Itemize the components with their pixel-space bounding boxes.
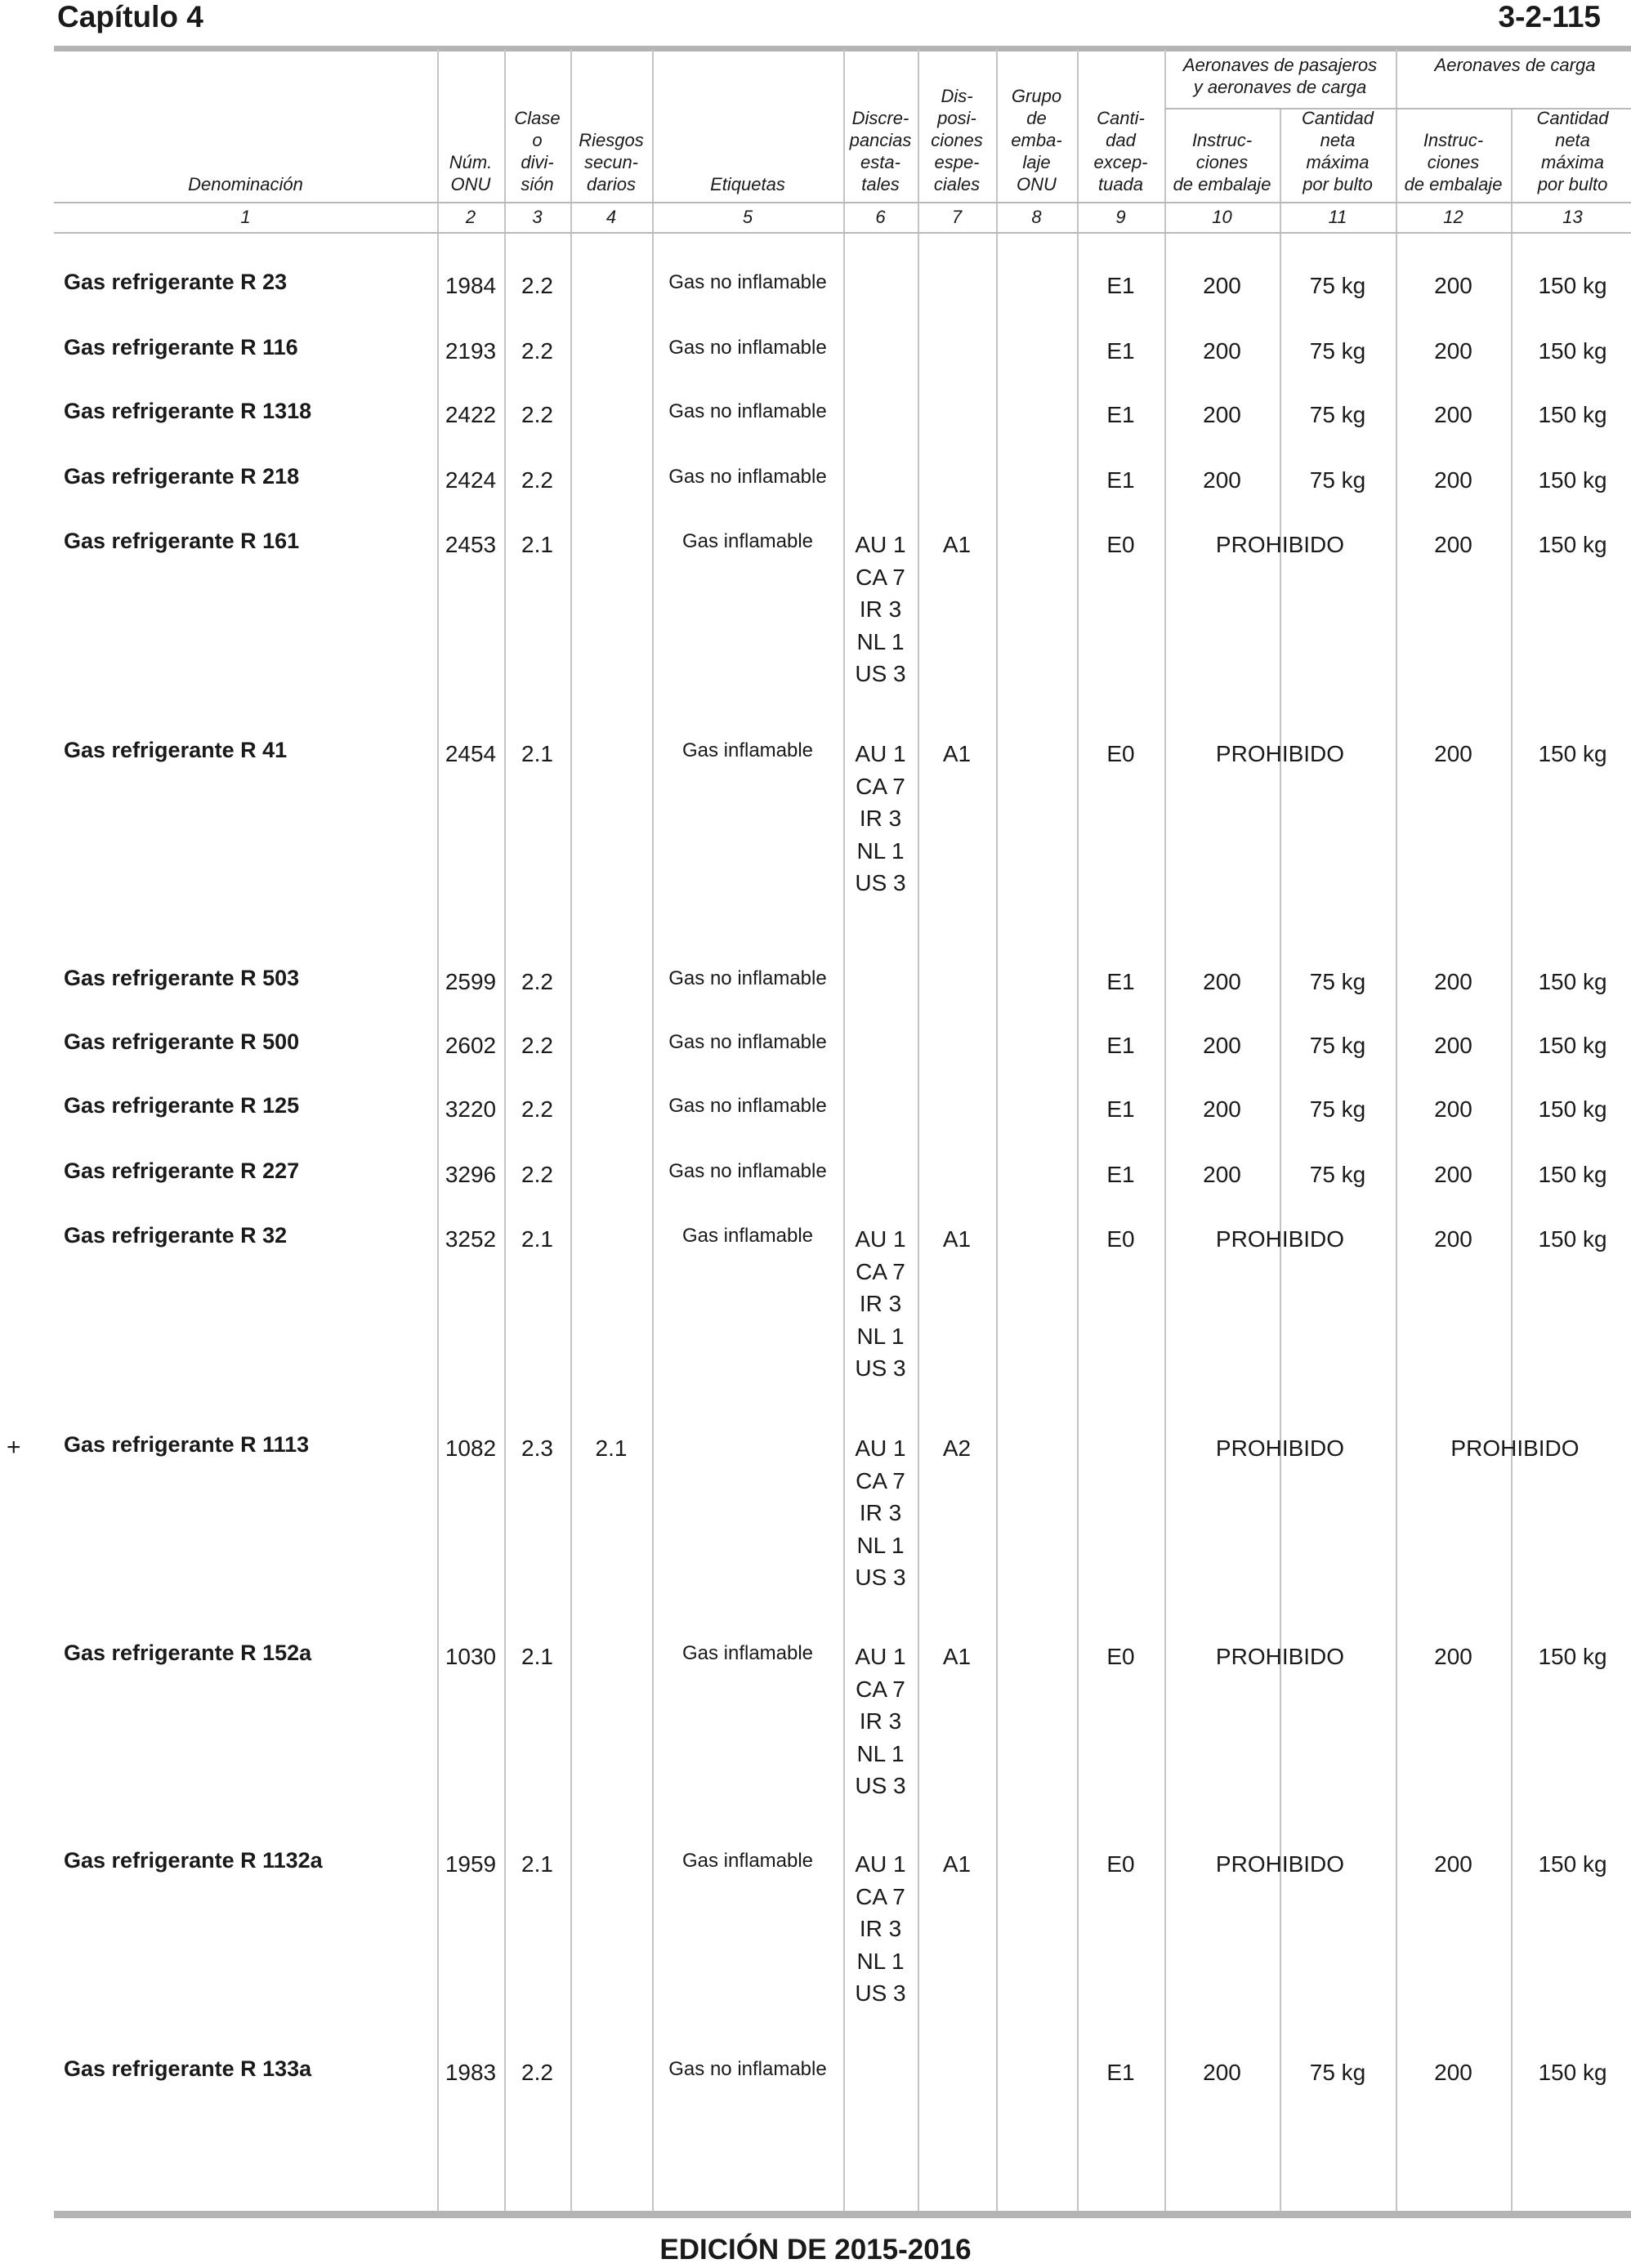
passenger-packing-instruction: 200 bbox=[1203, 338, 1241, 364]
hazard-label: Gas no inflamable bbox=[668, 400, 827, 422]
passenger-forbidden: PROHIBIDO bbox=[1215, 532, 1345, 557]
special-provision: A2 bbox=[942, 1435, 972, 1461]
hazard-label: Gas no inflamable bbox=[668, 271, 827, 293]
substance-name: Gas refrigerante R 32 bbox=[64, 1223, 288, 1248]
passenger-forbidden: PROHIBIDO bbox=[1215, 1435, 1345, 1461]
column-header: Etiquetas bbox=[710, 174, 785, 194]
cargo-max-quantity: 150 kg bbox=[1538, 338, 1607, 364]
substance-name: Gas refrigerante R 125 bbox=[64, 1093, 300, 1118]
substance-name: Gas refrigerante R 227 bbox=[64, 1159, 300, 1183]
substance-name: Gas refrigerante R 161 bbox=[64, 529, 300, 553]
cargo-packing-instruction: 200 bbox=[1434, 1644, 1472, 1669]
substance-name: Gas refrigerante R 1132a bbox=[64, 1848, 323, 1873]
substance-name: Gas refrigerante R 41 bbox=[64, 738, 288, 762]
special-provision: A1 bbox=[942, 741, 972, 766]
excepted-quantity: E0 bbox=[1106, 1644, 1135, 1669]
un-number: 2599 bbox=[445, 969, 497, 994]
cargo-packing-instruction: 200 bbox=[1434, 2060, 1472, 2085]
un-number: 3252 bbox=[445, 1226, 497, 1252]
state-variations: AU 1 CA 7 IR 3 NL 1 US 3 bbox=[855, 1851, 906, 2006]
un-number: 2454 bbox=[445, 741, 497, 766]
passenger-packing-instruction: 200 bbox=[1203, 2060, 1241, 2085]
passenger-packing-instruction: 200 bbox=[1203, 1096, 1241, 1122]
state-variations: AU 1 CA 7 IR 3 NL 1 US 3 bbox=[855, 1435, 906, 1590]
passenger-packing-instruction: 200 bbox=[1203, 402, 1241, 427]
passenger-forbidden: PROHIBIDO bbox=[1215, 1644, 1345, 1669]
hazard-label: Gas no inflamable bbox=[668, 967, 827, 989]
excepted-quantity: E1 bbox=[1106, 1033, 1135, 1058]
column-header: Clase o divi- sión bbox=[514, 108, 561, 194]
cargo-max-quantity: 150 kg bbox=[1538, 2060, 1607, 2085]
class-division: 2.1 bbox=[521, 532, 553, 557]
excepted-quantity: E1 bbox=[1106, 467, 1135, 493]
cargo-packing-instruction: 200 bbox=[1434, 1096, 1472, 1122]
class-division: 2.2 bbox=[521, 338, 553, 364]
column-number: 13 bbox=[1562, 207, 1583, 227]
un-number: 1082 bbox=[445, 1435, 497, 1461]
un-number: 2602 bbox=[445, 1033, 497, 1058]
class-division: 2.2 bbox=[521, 467, 553, 493]
chapter-title: Capítulo 4 bbox=[57, 0, 203, 33]
column-header: Instruc- ciones de embalaje bbox=[1404, 130, 1503, 194]
column-divider bbox=[1396, 49, 1397, 2212]
state-variations: AU 1 CA 7 IR 3 NL 1 US 3 bbox=[855, 532, 906, 686]
hazard-label: Gas inflamable bbox=[681, 1642, 814, 1664]
cargo-packing-instruction: 200 bbox=[1434, 1851, 1472, 1877]
cargo-max-quantity: 150 kg bbox=[1538, 402, 1607, 427]
passenger-max-quantity: 75 kg bbox=[1309, 273, 1366, 298]
column-header: Cantidad neta máxima por bulto bbox=[1536, 108, 1609, 194]
hazard-label: Gas no inflamable bbox=[668, 1031, 827, 1053]
substance-name: Gas refrigerante R 1318 bbox=[64, 399, 312, 423]
column-header: Canti- dad excep- tuada bbox=[1093, 108, 1148, 194]
cargo-max-quantity: 150 kg bbox=[1538, 1033, 1607, 1058]
column-divider bbox=[1164, 49, 1166, 2212]
group-header-passenger: Aeronaves de pasajeros y aeronaves de carga bbox=[1182, 55, 1378, 97]
excepted-quantity: E0 bbox=[1106, 1226, 1135, 1252]
hazard-label: Gas no inflamable bbox=[668, 1095, 827, 1117]
column-divider bbox=[996, 49, 998, 2212]
passenger-max-quantity: 75 kg bbox=[1309, 2060, 1366, 2085]
passenger-packing-instruction: 200 bbox=[1203, 273, 1241, 298]
class-division: 2.2 bbox=[521, 402, 553, 427]
revision-marker: + bbox=[7, 1434, 21, 1461]
column-number: 4 bbox=[605, 207, 617, 227]
column-number: 5 bbox=[742, 207, 753, 227]
cargo-max-quantity: 150 kg bbox=[1538, 969, 1607, 994]
column-divider bbox=[570, 49, 572, 2212]
column-number: 7 bbox=[951, 207, 963, 227]
cargo-packing-instruction: 200 bbox=[1434, 467, 1472, 493]
bottom-rule bbox=[54, 2211, 1631, 2218]
cargo-max-quantity: 150 kg bbox=[1538, 467, 1607, 493]
cargo-packing-instruction: 200 bbox=[1434, 532, 1472, 557]
excepted-quantity: E1 bbox=[1106, 2060, 1135, 2085]
cargo-packing-instruction: 200 bbox=[1434, 273, 1472, 298]
excepted-quantity: E0 bbox=[1106, 741, 1135, 766]
hazard-label: Gas inflamable bbox=[681, 739, 814, 761]
column-header: Discre- pancias esta- tales bbox=[849, 108, 912, 194]
passenger-max-quantity: 75 kg bbox=[1309, 1033, 1366, 1058]
cargo-max-quantity: 150 kg bbox=[1538, 1162, 1607, 1187]
class-division: 2.2 bbox=[521, 969, 553, 994]
edition-footer: EDICIÓN DE 2015-2016 bbox=[659, 2234, 972, 2266]
passenger-packing-instruction: 200 bbox=[1203, 1162, 1241, 1187]
passenger-forbidden: PROHIBIDO bbox=[1215, 1851, 1345, 1877]
cargo-max-quantity: 150 kg bbox=[1538, 273, 1607, 298]
class-division: 2.1 bbox=[521, 1644, 553, 1669]
state-variations: AU 1 CA 7 IR 3 NL 1 US 3 bbox=[855, 741, 906, 895]
column-divider bbox=[437, 49, 439, 2212]
cargo-max-quantity: 150 kg bbox=[1538, 1644, 1607, 1669]
excepted-quantity: E1 bbox=[1106, 402, 1135, 427]
column-number: 12 bbox=[1443, 207, 1463, 227]
column-number: 3 bbox=[532, 207, 543, 227]
column-number: 2 bbox=[465, 207, 476, 227]
column-header: Cantidad neta máxima por bulto bbox=[1301, 108, 1374, 194]
substance-name: Gas refrigerante R 500 bbox=[64, 1029, 300, 1054]
column-number: 10 bbox=[1212, 207, 1232, 227]
passenger-max-quantity: 75 kg bbox=[1309, 969, 1366, 994]
column-divider bbox=[504, 49, 506, 2212]
header-rule bbox=[54, 202, 1631, 203]
excepted-quantity: E0 bbox=[1106, 1851, 1135, 1877]
special-provision: A1 bbox=[942, 1226, 972, 1252]
class-division: 2.2 bbox=[521, 1162, 553, 1187]
un-number: 1959 bbox=[445, 1851, 497, 1877]
un-number: 3296 bbox=[445, 1162, 497, 1187]
column-header: Instruc- ciones de embalaje bbox=[1173, 130, 1271, 194]
un-number: 2453 bbox=[445, 532, 497, 557]
excepted-quantity: E1 bbox=[1106, 338, 1135, 364]
hazard-label: Gas no inflamable bbox=[668, 466, 827, 488]
un-number: 1983 bbox=[445, 2060, 497, 2085]
excepted-quantity: E1 bbox=[1106, 273, 1135, 298]
state-variations: AU 1 CA 7 IR 3 NL 1 US 3 bbox=[855, 1226, 906, 1381]
excepted-quantity: E1 bbox=[1106, 1162, 1135, 1187]
passenger-max-quantity: 75 kg bbox=[1309, 1162, 1366, 1187]
substance-name: Gas refrigerante R 23 bbox=[64, 270, 288, 294]
column-number: 6 bbox=[875, 207, 886, 227]
class-division: 2.3 bbox=[521, 1435, 553, 1461]
substance-name: Gas refrigerante R 1113 bbox=[64, 1432, 310, 1457]
un-number: 1984 bbox=[445, 273, 497, 298]
cargo-packing-instruction: 200 bbox=[1434, 1033, 1472, 1058]
cargo-max-quantity: 150 kg bbox=[1538, 1851, 1607, 1877]
cargo-packing-instruction: 200 bbox=[1434, 969, 1472, 994]
hazard-label: Gas inflamable bbox=[681, 530, 814, 552]
column-header: Grupo de emba- laje ONU bbox=[1011, 86, 1062, 194]
excepted-quantity: E1 bbox=[1106, 1096, 1135, 1122]
top-rule bbox=[54, 46, 1631, 51]
cargo-max-quantity: 150 kg bbox=[1538, 532, 1607, 557]
passenger-forbidden: PROHIBIDO bbox=[1215, 1226, 1345, 1252]
page-number: 3-2-115 bbox=[1498, 0, 1601, 33]
cargo-packing-instruction: 200 bbox=[1434, 402, 1472, 427]
column-header: Núm. ONU bbox=[449, 152, 493, 194]
un-number: 1030 bbox=[445, 1644, 497, 1669]
hazard-label: Gas no inflamable bbox=[668, 2058, 827, 2080]
class-division: 2.2 bbox=[521, 1096, 553, 1122]
column-number-rule bbox=[54, 232, 1631, 234]
cargo-max-quantity: 150 kg bbox=[1538, 1226, 1607, 1252]
cargo-max-quantity: 150 kg bbox=[1538, 741, 1607, 766]
column-header: Denominación bbox=[188, 174, 303, 194]
subsidiary-risk: 2.1 bbox=[595, 1435, 628, 1461]
column-number: 9 bbox=[1115, 207, 1126, 227]
substance-name: Gas refrigerante R 218 bbox=[64, 464, 300, 489]
un-number: 2424 bbox=[445, 467, 497, 493]
passenger-max-quantity: 75 kg bbox=[1309, 338, 1366, 364]
un-number: 2422 bbox=[445, 402, 497, 427]
column-divider bbox=[918, 49, 919, 2212]
hazard-label: Gas no inflamable bbox=[668, 1160, 827, 1182]
column-number: 8 bbox=[1031, 207, 1042, 227]
cargo-packing-instruction: 200 bbox=[1434, 741, 1472, 766]
hazard-label: Gas no inflamable bbox=[668, 337, 827, 359]
passenger-max-quantity: 75 kg bbox=[1309, 467, 1366, 493]
class-division: 2.1 bbox=[521, 1851, 553, 1877]
column-header: Riesgos secun- darios bbox=[579, 130, 644, 194]
column-number: 11 bbox=[1328, 207, 1347, 227]
column-divider bbox=[652, 49, 654, 2212]
substance-name: Gas refrigerante R 133a bbox=[64, 2056, 312, 2081]
special-provision: A1 bbox=[942, 1644, 972, 1669]
cargo-forbidden: PROHIBIDO bbox=[1450, 1435, 1580, 1461]
substance-name: Gas refrigerante R 152a bbox=[64, 1641, 312, 1665]
cargo-max-quantity: 150 kg bbox=[1538, 1096, 1607, 1122]
hazard-label: Gas inflamable bbox=[681, 1225, 814, 1247]
hazard-label: Gas inflamable bbox=[681, 1850, 814, 1872]
column-number: 1 bbox=[240, 207, 251, 227]
class-division: 2.2 bbox=[521, 1033, 553, 1058]
un-number: 2193 bbox=[445, 338, 497, 364]
passenger-packing-instruction: 200 bbox=[1203, 467, 1241, 493]
passenger-max-quantity: 75 kg bbox=[1309, 1096, 1366, 1122]
passenger-packing-instruction: 200 bbox=[1203, 1033, 1241, 1058]
excepted-quantity: E1 bbox=[1106, 969, 1135, 994]
class-division: 2.1 bbox=[521, 1226, 553, 1252]
special-provision: A1 bbox=[942, 1851, 972, 1877]
passenger-forbidden: PROHIBIDO bbox=[1215, 741, 1345, 766]
passenger-max-quantity: 75 kg bbox=[1309, 402, 1366, 427]
class-division: 2.2 bbox=[521, 273, 553, 298]
un-number: 3220 bbox=[445, 1096, 497, 1122]
column-divider bbox=[1077, 49, 1079, 2212]
state-variations: AU 1 CA 7 IR 3 NL 1 US 3 bbox=[855, 1644, 906, 1798]
substance-name: Gas refrigerante R 503 bbox=[64, 966, 300, 990]
column-header: Dis- posi- ciones espe- ciales bbox=[931, 86, 983, 194]
class-division: 2.2 bbox=[521, 2060, 553, 2085]
cargo-packing-instruction: 200 bbox=[1434, 1162, 1472, 1187]
special-provision: A1 bbox=[942, 532, 972, 557]
passenger-packing-instruction: 200 bbox=[1203, 969, 1241, 994]
group-header-cargo: Aeronaves de carga bbox=[1434, 55, 1596, 75]
substance-name: Gas refrigerante R 116 bbox=[64, 335, 298, 359]
excepted-quantity: E0 bbox=[1106, 532, 1135, 557]
cargo-packing-instruction: 200 bbox=[1434, 338, 1472, 364]
cargo-packing-instruction: 200 bbox=[1434, 1226, 1472, 1252]
class-division: 2.1 bbox=[521, 741, 553, 766]
